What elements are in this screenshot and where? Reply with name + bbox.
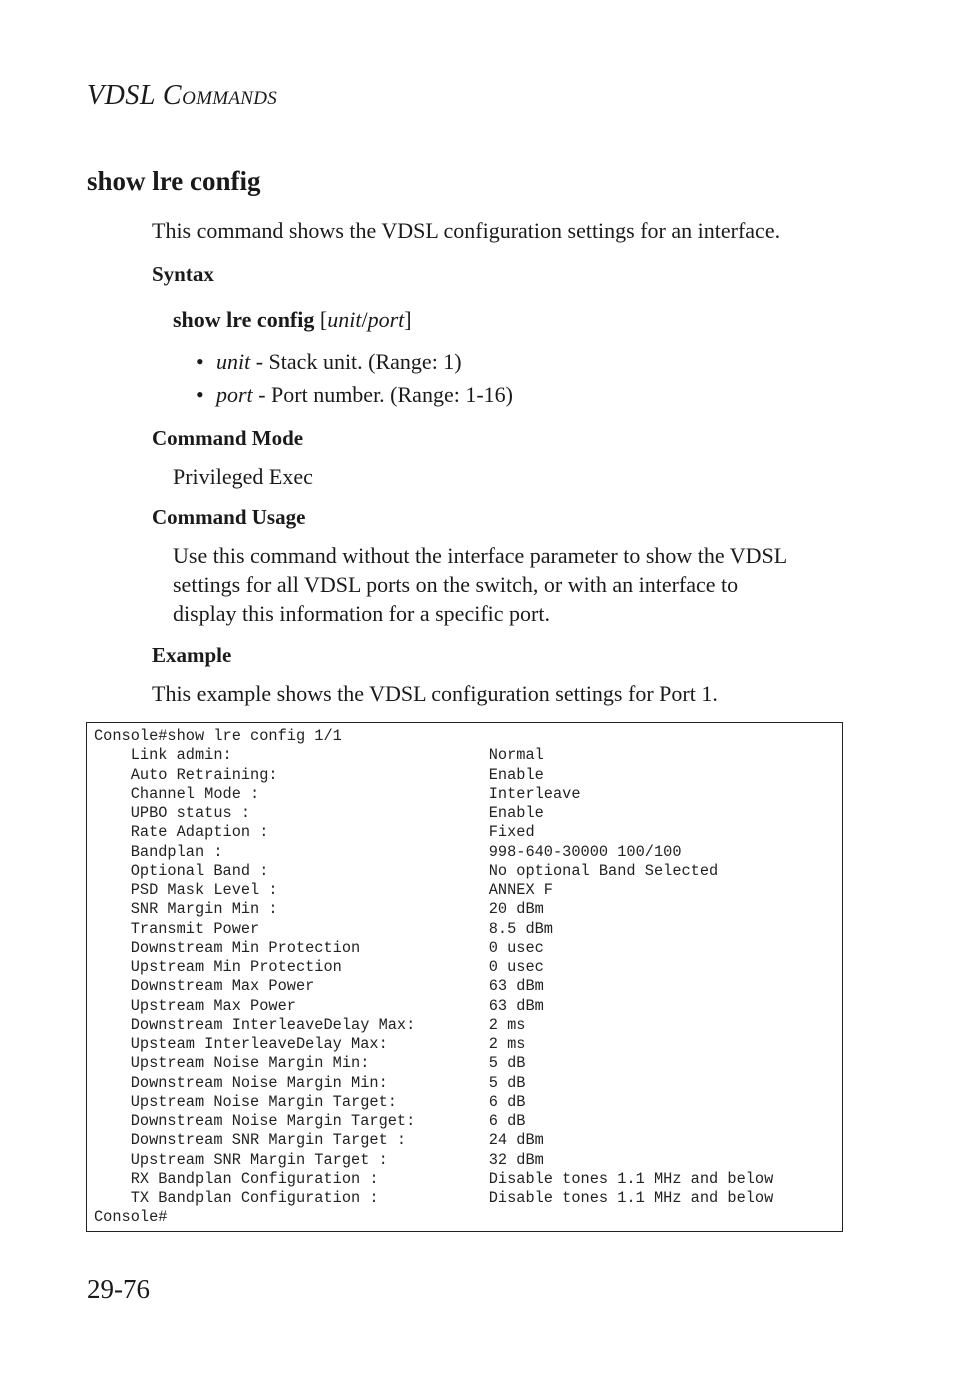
- page-number: 29-76: [87, 1274, 150, 1304]
- syntax-line: [173, 307, 412, 333]
- code-line: Upsteam InterleaveDelay Max: 2 ms: [94, 1035, 526, 1053]
- running-head-rest: OMMANDS: [182, 88, 278, 109]
- syntax-heading: Syntax: [152, 262, 214, 286]
- syntax-param-unit: unit: [327, 307, 362, 332]
- command-mode-heading: Command Mode: [152, 426, 304, 450]
- syntax-slash: /: [361, 307, 368, 332]
- command-mode-text: Privileged Exec: [173, 464, 313, 489]
- code-line: Downstream Min Protection 0 usec: [94, 938, 544, 957]
- example-heading: Example: [152, 643, 232, 667]
- code-line: Link admin: Normal: [94, 746, 544, 765]
- section-title: show lre config: [87, 166, 261, 196]
- command-usage-heading: Command Usage: [152, 505, 306, 529]
- syntax-close-bracket: ]: [404, 307, 412, 332]
- code-line: Auto Retraining: Enable: [94, 765, 544, 784]
- description: This command shows the VDSL configuration settings for an interface.: [152, 218, 781, 243]
- code-line: TX Bandplan Configuration : Disable tones 1.1 MHz and below: [94, 1189, 774, 1207]
- param-name: port: [216, 382, 253, 407]
- code-line: UPBO status : Enable: [94, 804, 544, 822]
- running-head: [87, 80, 277, 112]
- code-line: Upstream Noise Margin Target: 6 dB: [94, 1092, 526, 1111]
- code-line: Downstream InterleaveDelay Max: 2 ms: [94, 1015, 526, 1034]
- code-line: Downstream Noise Margin Min: 5 dB: [94, 1073, 526, 1092]
- code-line: Console#: [94, 1208, 168, 1227]
- code-line: Downstream SNR Margin Target : 24 dBm: [94, 1131, 544, 1150]
- code-example-box: [86, 722, 843, 1232]
- code-line: Upstream Max Power 63 dBm: [94, 996, 544, 1015]
- usage-line: display this information for a specific port.: [173, 601, 550, 626]
- syntax-param-port: port: [367, 307, 405, 332]
- bullet-icon: •: [196, 349, 204, 374]
- param-list-item: [196, 382, 513, 408]
- code-line: Upstream Min Protection 0 usec: [94, 958, 544, 976]
- code-line: Channel Mode : Interleave: [94, 784, 581, 803]
- code-line: Transmit Power 8.5 dBm: [94, 919, 553, 938]
- param-desc: - Stack unit. (Range: 1): [250, 349, 462, 374]
- code-line: PSD Mask Level : ANNEX F: [94, 881, 553, 899]
- code-line: Upstream SNR Margin Target : 32 dBm: [94, 1150, 544, 1169]
- param-name: unit: [216, 349, 251, 374]
- code-line: SNR Margin Min : 20 dBm: [94, 900, 544, 919]
- code-line: Bandplan : 998-640-30000 100/100: [94, 842, 682, 861]
- param-list-item: [196, 349, 462, 375]
- syntax-open-bracket: [: [314, 307, 328, 332]
- usage-line: Use this command without the interface parameter to show the VDSL: [173, 543, 788, 568]
- code-line: Console#show lre config 1/1: [94, 727, 342, 745]
- running-head-first: VDSL C: [87, 80, 183, 111]
- code-line: Rate Adaption : Fixed: [94, 823, 535, 842]
- syntax-command: show lre config: [173, 307, 315, 332]
- code-line: Optional Band : No optional Band Selected: [94, 861, 719, 880]
- usage-line: settings for all VDSL ports on the switch, or with an interface to: [173, 572, 739, 597]
- example-text: This example shows the VDSL configuration settings for Port 1.: [152, 681, 718, 706]
- bullet-icon: •: [196, 382, 204, 407]
- param-desc: - Port number. (Range: 1-16): [252, 382, 513, 407]
- code-line: RX Bandplan Configuration : Disable tones 1.1 MHz and below: [94, 1169, 774, 1188]
- code-line: Downstream Max Power 63 dBm: [94, 977, 544, 996]
- code-line: Upstream Noise Margin Min: 5 dB: [94, 1054, 526, 1073]
- code-line: Downstream Noise Margin Target: 6 dB: [94, 1112, 526, 1130]
